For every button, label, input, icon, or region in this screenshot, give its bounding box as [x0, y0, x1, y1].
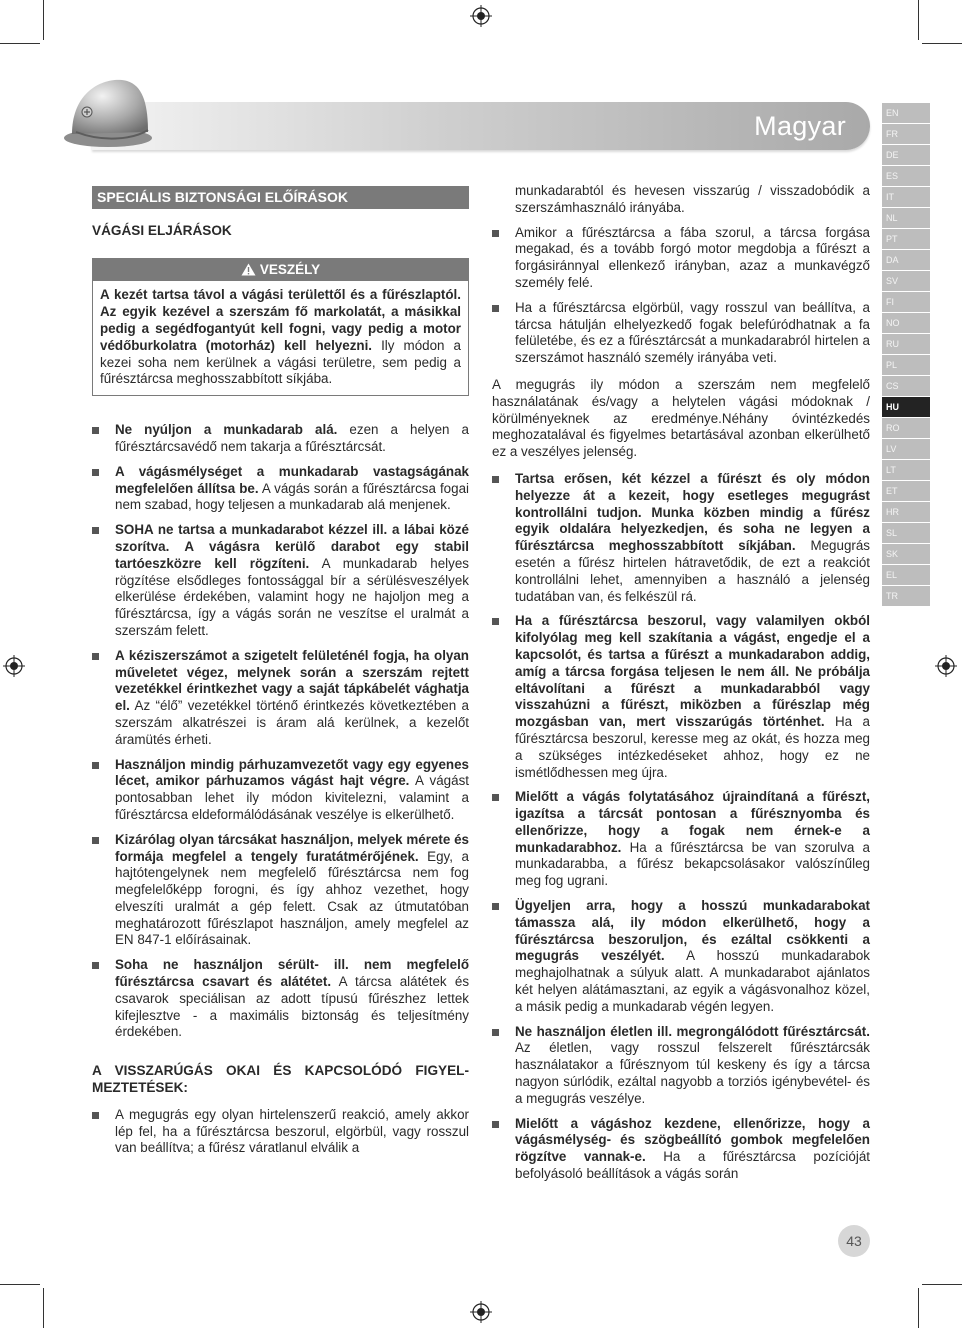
crop-mark: [0, 43, 40, 44]
safety-helmet-icon: [62, 72, 158, 152]
list-item-text: ezen a helyen a fűrésztárcsavédő nem takarja a fűrésztárcsát.: [115, 422, 469, 454]
list-item: [92, 757, 469, 824]
list-item-text: Az életlen, vagy rosszul felszerelt fűrésztárcsák használatakor a fűrésznyom túl keskeny és így a tárcsa nagyon súrlódik, ezáltal nagyobb a torziós igénybevétel- és a megugrás veszélye.: [515, 1040, 870, 1106]
list-item: [492, 1024, 870, 1108]
list-item: [92, 464, 469, 514]
language-tab-el[interactable]: EL: [882, 565, 930, 585]
list-item-bold-text: Használjon mindig párhuzamvezetőt vagy egy egyenes lécet, amikor párhuzamos vágást hajt végre.: [115, 756, 469, 789]
bullet-square-icon: [492, 230, 499, 237]
paragraph: A megugrás ily módon a szerszám nem megfelelő használatának és/vagy a helytelen vágási módoknak / körülményeknek az eredménye.Néhány óvintézkedés meghozatalával és figyelmes betartásával azonban elkerülhető ez a veszélyes jelenség.: [492, 376, 870, 460]
language-tab-fi[interactable]: FI: [882, 292, 930, 312]
language-tab-it[interactable]: IT: [882, 187, 930, 207]
danger-box: [92, 258, 469, 397]
list-item: [92, 522, 469, 640]
page-number: 43: [838, 1225, 870, 1257]
warning-icon: [241, 263, 256, 276]
list-item-text: A munkadarab helyes rögzítése elsődleges fontossággal bír a sérülésveszélyek elkerülése érdekében, valamint hogy ne hajoljon meg a fűrésztárcsa, így a vágás során ne veszítse el uralmát a szerszám felett.: [115, 555, 469, 638]
list-item-text: Amikor a fűrésztárcsa a fába szorul, a tárcsa forgása megakad, és a tovább forgó motor megdobja a fűrészt a forgásiránnyal ellenkező irányban, azaz a munkavégző személy felé.: [515, 224, 870, 290]
list-item-text: A vágás során a fűrésztárcsa fogai nem szabad, hogy teljesen a munkadarab alá menjenek.: [115, 480, 469, 513]
continuation-text: munkadarabtól és hevesen visszarúg / visszadobódik a szerszámhasználó irányába.: [515, 183, 870, 215]
bullet-square-icon: [492, 476, 499, 483]
registration-mark-icon: [3, 655, 25, 677]
language-tab-sl[interactable]: SL: [882, 523, 930, 543]
list-item-text: Ha a fűrésztárcsa beszorul, keresse meg az okát, és hozza meg a szükséges intézkedéseket ahhoz, hogy ez ne ismétlődhessen meg újra.: [515, 714, 870, 780]
list-item-bold-text: Kizárólag olyan tárcsákat használjon, melyek mérete és formája megfelel a tengely furatátmérőjének.: [115, 831, 469, 864]
language-tab-sk[interactable]: SK: [882, 544, 930, 564]
list-item-text: Ha a fűrésztárcsa elgörbül, vagy rosszul van beállítva, a tárcsa hátulján elhelyezkedő fogak belefúródhatnak a fa felületébe, és ez a fűrésztárcsát a munkadarabról hirtelen a szerszámot használó személy irányába veti.: [515, 299, 870, 366]
subheading: VÁGÁSI ELJÁRÁSOK: [92, 222, 232, 238]
language-tab-ru[interactable]: RU: [882, 334, 930, 354]
list-item: [92, 648, 469, 749]
section-title: SPECIÁLIS BIZTONSÁGI ELŐÍRÁSOK: [92, 186, 469, 209]
language-tab-nl[interactable]: NL: [882, 208, 930, 228]
list-item: [492, 225, 870, 292]
language-tabs: [882, 103, 930, 607]
page-title: Magyar: [754, 111, 846, 141]
registration-mark-icon: [470, 1301, 492, 1323]
crop-mark: [922, 1284, 962, 1285]
list-item-bold-text: SOHA ne tartsa a munkadarabot kézzel ill. a lábai közé szorítva. A vágásra kerülő darabot egy stabil tartóeszközre kell rögzíteni.: [115, 522, 469, 571]
bullet-list: [492, 225, 870, 367]
bullet-list: [492, 471, 870, 1183]
list-item-bold-text: A kéziszerszámot a szigetelt felületénél fogja, ha olyan műveletet végez, melynek során a szerszám rejtett vezetékkel érintkezhet vagy a saját tápkábelét vághatja el.: [115, 647, 469, 714]
right-column: [492, 183, 870, 1191]
bullet-square-icon: [492, 1121, 499, 1128]
bullet-square-icon: [92, 427, 99, 434]
list-item-text: Megugrás esetén a fűrész hirtelen hátravetődik, de ezt a reakciót kontrollálni lehet, amennyiben a használó a jelenség tudatában van, és felkészül rá.: [515, 538, 870, 604]
left-column: [92, 186, 469, 1165]
list-item-text: A tárcsa alátétek és csavarok speciálisan az adott típusú fűrészhez lettek kifejlesztve - a maximális biztonság és teljesítmény érdekében.: [115, 974, 470, 1040]
list-item-text: Ha a fűrésztárcsa be van szorulva a munkadarabba, a fűrész bekapcsolásakor valószínűleg meg fog ugrani.: [515, 839, 870, 889]
list-item: [492, 898, 870, 1016]
list-item-bold-text: Ne nyúljon a munkadarab alá.: [115, 422, 338, 438]
registration-mark-icon: [470, 5, 492, 27]
language-tab-de[interactable]: DE: [882, 145, 930, 165]
bullet-square-icon: [92, 527, 99, 534]
list-item: [492, 789, 870, 890]
list-item-bold-text: Mielőtt a vágás folytatásához újraindítaná a fűrészt, igazítsa a tárcsát pontosan a fűrésznyomba és ellenőrizze, hogy a fogak nem érnek-e a munkadarabhoz.: [515, 789, 870, 855]
list-item: [92, 1107, 469, 1157]
list-item: [492, 1116, 870, 1183]
language-tab-lv[interactable]: LV: [882, 439, 930, 459]
list-item: [492, 613, 870, 781]
crop-mark: [922, 43, 962, 44]
bullet-square-icon: [92, 762, 99, 769]
language-tab-pl[interactable]: PL: [882, 355, 930, 375]
bullet-square-icon: [492, 903, 499, 910]
danger-header: [93, 259, 468, 282]
language-tab-no[interactable]: NO: [882, 313, 930, 333]
subheading: A VISSZARÚGÁS OKAI ÉS KAPCSOLÓDÓ FIGYEL-MEZTETÉSEK:: [92, 1063, 469, 1096]
bullet-list: [92, 422, 469, 1041]
bullet-square-icon: [92, 653, 99, 660]
header-banner: [92, 102, 870, 150]
list-item-bold-text: Tartsa erősen, két kézzel a fűrészt és oly módon helyezze át a kezeit, hogy esetleges megugrást kontrollálni tudjon. Munka közben mindig a fűrész egyik oldalára helyezkedjen, és soha ne legyen a fűrésztárcsa meghosszabbított síkjában.: [515, 470, 870, 554]
bullet-square-icon: [492, 1029, 499, 1036]
language-tab-hu[interactable]: HU: [882, 397, 930, 417]
bullet-square-icon: [92, 1112, 99, 1119]
crop-mark: [918, 1288, 919, 1328]
language-tab-lt[interactable]: LT: [882, 460, 930, 480]
crop-mark: [918, 0, 919, 40]
bullet-square-icon: [492, 794, 499, 801]
list-item: [92, 957, 469, 1041]
language-tab-pt[interactable]: PT: [882, 229, 930, 249]
language-tab-es[interactable]: ES: [882, 166, 930, 186]
language-tab-sv[interactable]: SV: [882, 271, 930, 291]
danger-body-text: Ily módon a kezei soha nem kerülnek a vágási területre, sem pedig a fűrésztárcsa meghosszabbított síkjába.: [100, 337, 461, 387]
registration-mark-icon: [935, 655, 957, 677]
list-item-bold-text: Mielőtt a vágáshoz kezdene, ellenőrizze, hogy a vágásmélység- és szögbeállító gombok megfelelően rögzítve vannak-e.: [515, 1115, 870, 1165]
language-tab-en[interactable]: EN: [882, 103, 930, 123]
list-item-bold-text: Ne használjon életlen ill. megrongálódott fűrésztárcsát.: [515, 1023, 870, 1039]
list-item: [92, 832, 469, 950]
list-item-text: Az “élő” vezetékkel történő érintkezés következtében a szerszám alkatrészei is áram alá kerülnek, a kezelőt áramütés érheti.: [115, 698, 469, 747]
bullet-square-icon: [492, 305, 499, 312]
bullet-square-icon: [492, 618, 499, 625]
language-tab-hr[interactable]: HR: [882, 502, 930, 522]
language-tab-fr[interactable]: FR: [882, 124, 930, 144]
crop-mark: [0, 1284, 40, 1285]
list-item: [492, 300, 870, 367]
bullet-square-icon: [92, 837, 99, 844]
list-item-bold-text: Soha ne használjon sérült- ill. nem megfelelő fűrésztárcsa csavart és alátétet.: [115, 957, 469, 990]
danger-label: VESZÉLY: [259, 261, 321, 277]
language-tab-cs[interactable]: CS: [882, 376, 930, 396]
language-tab-tr[interactable]: TR: [882, 586, 930, 606]
list-item-text: Egy, a hajtótengelynek nem megfelelő fűrésztárcsa nem fog megfelelőképp forogni, és így ahhoz vezethet, hogy elveszíti uralmát a gép felett. Csak az útmutatóban meghatározott fűrészlapot használjon, amely megfelel az EN 847-1 előírásainak.: [115, 848, 469, 948]
bullet-square-icon: [92, 469, 99, 476]
list-item-text: A hosszú munkadarabok meghajolhatnak a súlyuk alatt. A munkadarabot ajánlatos két helyen alátámasztani, az egyik a vágásvonalhoz közel, a másik pedig a munkadarab végén legyen.: [515, 948, 870, 1014]
danger-bold-text: A kezét tartsa távol a vágási területtől és a fűrészlaptól. Az egyik kezével a szerszám fő markolatát, a másikkal pedig a segédfogantyút kell fogni, vagy pedig a motor védőburkolatra (motorház) kell helyezni.: [100, 287, 461, 353]
language-tab-ro[interactable]: RO: [882, 418, 930, 438]
danger-text: [93, 281, 468, 395]
list-item-text: A megugrás egy olyan hirtelenszerű reakció, amely akkor lép fel, ha a fűrésztárcsa beszorul, elgörbül, vagy rosszul van beállítva; a fűrész váratlanul elválik a: [115, 1106, 469, 1156]
language-tab-da[interactable]: DA: [882, 250, 930, 270]
list-item: [492, 471, 870, 605]
list-item-text: Ha a fűrésztárcsa pozícióját befolyásoló beállítások a vágás során: [515, 1149, 870, 1182]
list-item-bold-text: Ha a fűrésztárcsa beszorul, vagy valamilyen okból kifolyólag meg kell szakítania a vágást, engedje el a kapcsolót, és tartsa a fűrészt a munkadarabon addig, amíg a tárcsa forgása teljesen le nem áll. Ne próbálja eltávolítani a fűrészt a munkadarabból vagy visszahúzni a fűrészt, miközben a fűrészlap még mozgásban van, mert visszarúgás történhet.: [515, 613, 870, 730]
crop-mark: [43, 0, 44, 40]
crop-mark: [43, 1288, 44, 1328]
language-tab-et[interactable]: ET: [882, 481, 930, 501]
list-item-bold-text: Ügyeljen arra, hogy a hosszú munkadarabokat támassza alá, ily módon elkerülhető, hogy a fűrésztárcsa beszoruljon, és ezáltal csökkenti a megugrás veszélyét.: [515, 898, 870, 964]
bullet-square-icon: [92, 962, 99, 969]
list-item: [92, 422, 469, 456]
list-item-text: A vágást pontosabban lehet ily módon kivitelezni, valamint a fűrésztárcsa eldeformálódásának veszélye is elkerülhető.: [115, 773, 469, 822]
list-item-bold-text: A vágásmélységet a munkadarab vastagságának megfelelően állítsa be.: [115, 463, 469, 496]
